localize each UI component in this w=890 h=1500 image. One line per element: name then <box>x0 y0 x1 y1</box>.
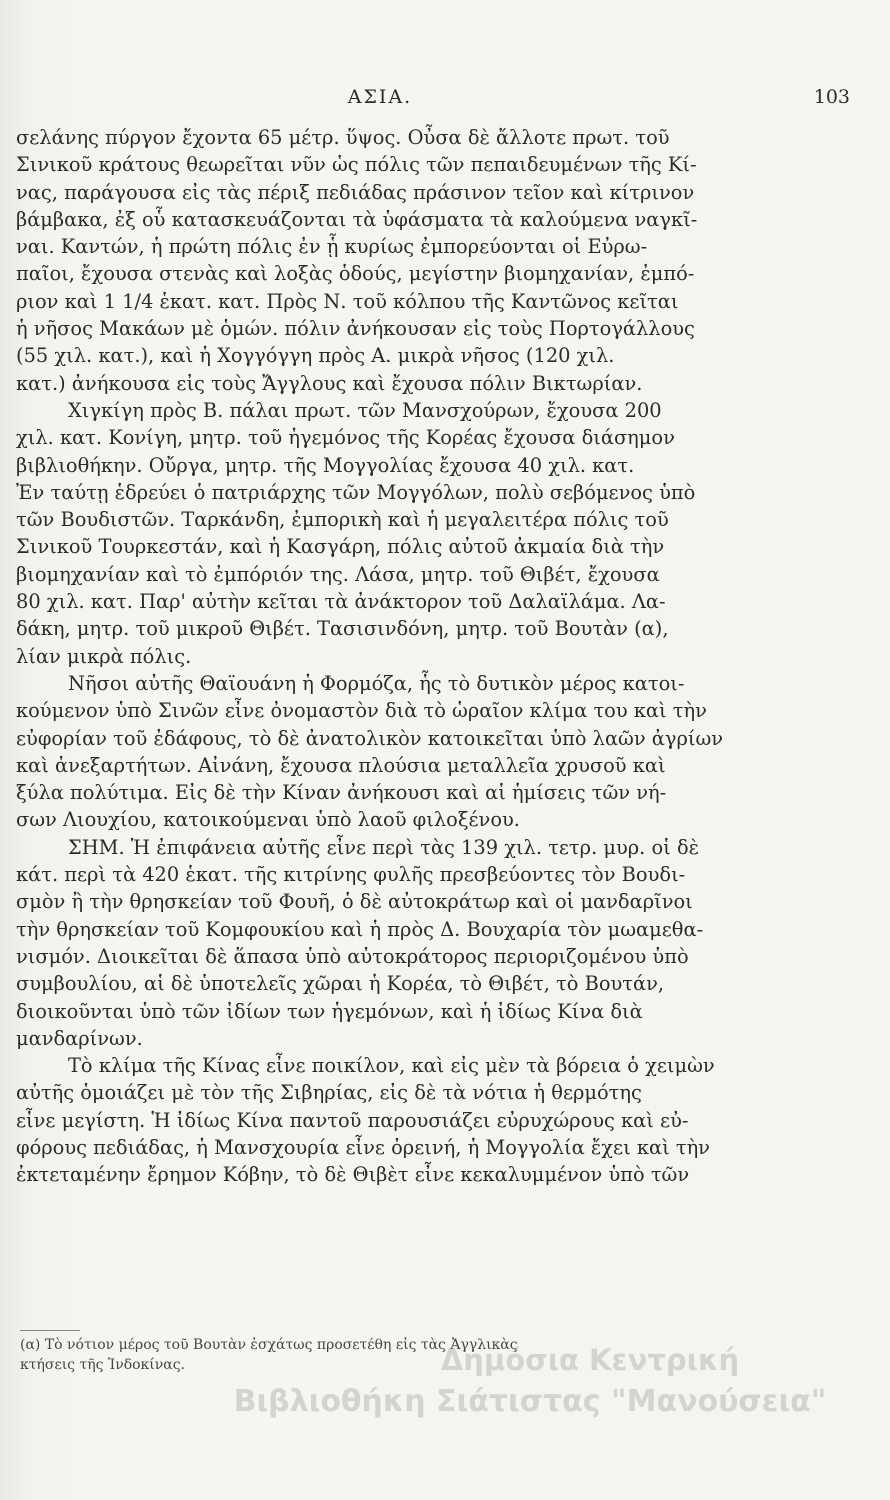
text-line: χιλ. κατ. Κονίγη, μητρ. τοῦ ἡγεμόνος τῆς Κορέας ἔχουσα διάσημον <box>16 426 675 450</box>
text-line: μανδαρίνων. <box>16 1026 143 1050</box>
text-line: κάτ. περὶ τὰ 420 ἑκατ. τῆς κιτρίνης φυλῆς πρεσβεύοντες τὸν Βουδι- <box>16 863 686 887</box>
page-number: 103 <box>813 86 850 108</box>
text-line: εἶνε μεγίστη. Ἡ ἰδίως Κίνα παντοῦ παρουσιάζει εὐρυχώρους καὶ εὐ- <box>16 1108 689 1132</box>
text-line: ἡ νῆσος Μακάων μὲ ὁμών. πόλιν ἀνήκουσαν εἰς τοὺς Πορτογάλλους <box>16 317 695 341</box>
text-line: τὴν θρησκείαν τοῦ Κομφουκίου καὶ ἡ πρὸς Δ. Βουχαρία τὸν μωαμεθα- <box>16 917 704 941</box>
text-line: ριον καὶ 1 1/4 ἑκατ. κατ. Πρὸς Ν. τοῦ κόλπου τῆς Καντῶνος κεῖται <box>16 289 679 313</box>
text-line: Χιγκίγη πρὸς Β. πάλαι πρωτ. τῶν Μανσχούρων, ἔχουσα 200 <box>68 398 662 422</box>
footnote-line: κτήσεις τῆς Ἰνδοκίνας. <box>20 1357 186 1373</box>
text-line: 80 χιλ. κατ. Παρ' αὐτὴν κεῖται τὰ ἀνάκτορον τοῦ Δαλαϊλάμα. Λα- <box>16 590 666 614</box>
text-line: νας, παράγουσα εἰς τὰς πέριξ πεδιάδας πράσινον τεῖον καὶ κίτρινον <box>16 180 695 204</box>
text-line: βιβλιοθήκην. Οὔργα, μητρ. τῆς Μογγολίας ἔχουσα 40 χιλ. κατ. <box>16 453 635 477</box>
body-text <box>16 124 846 1189</box>
library-watermark <box>180 1340 880 1424</box>
text-line: ναι. Καντών, ἡ πρώτη πόλις ἐν ᾗ κυρίως ἐμπορεύονται οἱ Εὐρω- <box>16 235 648 259</box>
footnote-rule <box>20 1330 80 1331</box>
text-line: συμβουλίου, αἱ δὲ ὑποτελεῖς χῶραι ἡ Κορέα, τὸ Θιβέτ, τὸ Βουτάν, <box>16 972 665 996</box>
text-line: Ἐν ταύτῃ ἑδρεύει ὁ πατριάρχης τῶν Μογγόλων, πολὺ σεβόμενος ὑπὸ <box>16 480 696 504</box>
text-line: ἐκτεταμένην ἔρημον Κόβην, τὸ δὲ Θιβὲτ εἶνε κεκαλυμμένον ὑπὸ τῶν <box>16 1163 690 1187</box>
text-line: σμὸν ἢ τὴν θρησκείαν τοῦ Φουῆ, ὁ δὲ αὐτοκράτωρ καὶ οἱ μανδαρῖνοι <box>16 890 693 914</box>
text-line: ξύλα πολύτιμα. Εἰς δὲ τὴν Κίναν ἀνήκουσι καὶ αἱ ἡμίσεις τῶν νή- <box>16 781 667 805</box>
text-line: Σινικοῦ Τουρκεστάν, καὶ ἡ Κασγάρη, πόλις αὐτοῦ ἀκμαία διὰ τὴν <box>16 535 665 559</box>
watermark-line: Δημόσια Κεντρική <box>440 1343 740 1377</box>
text-line: κατ.) ἀνήκουσα εἰς τοὺς Ἄγγλους καὶ ἔχουσα πόλιν Βικτωρίαν. <box>16 371 643 395</box>
text-line: ΣΗΜ. Ἡ ἐπιφάνεια αὐτῆς εἶνε περὶ τὰς 139 χιλ. τετρ. μυρ. οἱ δὲ <box>68 835 700 859</box>
text-line: (55 χιλ. κατ.), καὶ ἡ Χογγόγγη πρὸς Α. μικρὰ νῆσος (120 χιλ. <box>16 344 615 368</box>
text-line: κούμενον ὑπὸ Σινῶν εἶνε ὀνομαστὸν διὰ τὸ ὡραῖον κλίμα του καὶ τὴν <box>16 699 707 723</box>
running-title: ΑΣΙΑ. <box>347 86 413 108</box>
text-line: φόρους πεδιάδας, ἡ Μανσχουρία εἶνε ὀρεινή, ἡ Μογγολία ἔχει καὶ τὴν <box>16 1135 710 1159</box>
text-line: λίαν μικρὰ πόλις. <box>16 644 192 668</box>
text-line: βιομηχανίαν καὶ τὸ ἐμπόριόν της. Λάσα, μητρ. τοῦ Θιβέτ, ἔχουσα <box>16 562 660 586</box>
text-line: αὐτῆς ὁμοιάζει μὲ τὸν τῆς Σιβηρίας, εἰς δὲ τὰ νότια ἡ θερμότης <box>16 1081 642 1105</box>
text-line: Νῆσοι αὐτῆς Θαϊουάνη ἡ Φορμόζα, ἧς τὸ δυτικὸν μέρος κατοι- <box>68 671 685 695</box>
text-line: σων Λιουχίου, κατοικούμεναι ὑπὸ λαοῦ φιλοξένου. <box>16 808 520 832</box>
text-line: Σινικοῦ κράτους θεωρεῖται νῦν ὡς πόλις τῶν πεπαιδευμένων τῆς Κί- <box>16 153 697 177</box>
watermark-line: Βιβλιοθήκη Σιάτιστας "Μανούσεια" <box>233 1384 827 1419</box>
text-line: νισμόν. Διοικεῖται δὲ ἅπασα ὑπὸ αὐτοκράτορος περιοριζομένου ὑπὸ <box>16 944 689 968</box>
text-line: τῶν Βουδιστῶν. Ταρκάνδη, ἐμπορικὴ καὶ ἡ μεγαλειτέρα πόλις τοῦ <box>16 508 669 532</box>
text-line: καὶ ἀνεξαρτήτων. Αἰνάνη, ἔχουσα πλούσια μεταλλεῖα χρυσοῦ καὶ <box>16 753 666 777</box>
page-header <box>0 86 890 116</box>
text-line: διοικοῦνται ὑπὸ τῶν ἰδίων των ἡγεμόνων, καὶ ἡ ἰδίως Κίνα διὰ <box>16 999 643 1023</box>
text-line: βάμβακα, ἐξ οὗ κατασκευάζονται τὰ ὑφάσματα τὰ καλούμενα ναγκῖ- <box>16 207 698 231</box>
footnote-line: (α) Τὸ νότιον μέρος τοῦ Βουτὰν ἐσχάτως προσετέθη εἰς τὰς Ἀγγλικὰς <box>20 1337 518 1353</box>
text-line: δάκη, μητρ. τοῦ μικροῦ Θιβέτ. Τασισινδόνη, μητρ. τοῦ Βουτὰν (α), <box>16 617 669 641</box>
text-line: παῖοι, ἔχουσα στενὰς καὶ λοξὰς ὁδούς, μεγίστην βιομηχανίαν, ἐμπό- <box>16 262 695 286</box>
text-line: Τὸ κλίμα τῆς Κίνας εἶνε ποικίλον, καὶ εἰς μὲν τὰ βόρεια ὁ χειμὼν <box>68 1054 715 1078</box>
text-line: σελάνης πύργον ἔχοντα 65 μέτρ. ὕψος. Οὖσα δὲ ἄλλοτε πρωτ. τοῦ <box>16 126 670 149</box>
text-line: εὐφορίαν τοῦ ἐδάφους, τὸ δὲ ἀνατολικὸν κατοικεῖται ὑπὸ λαῶν ἀγρίων <box>16 726 724 750</box>
